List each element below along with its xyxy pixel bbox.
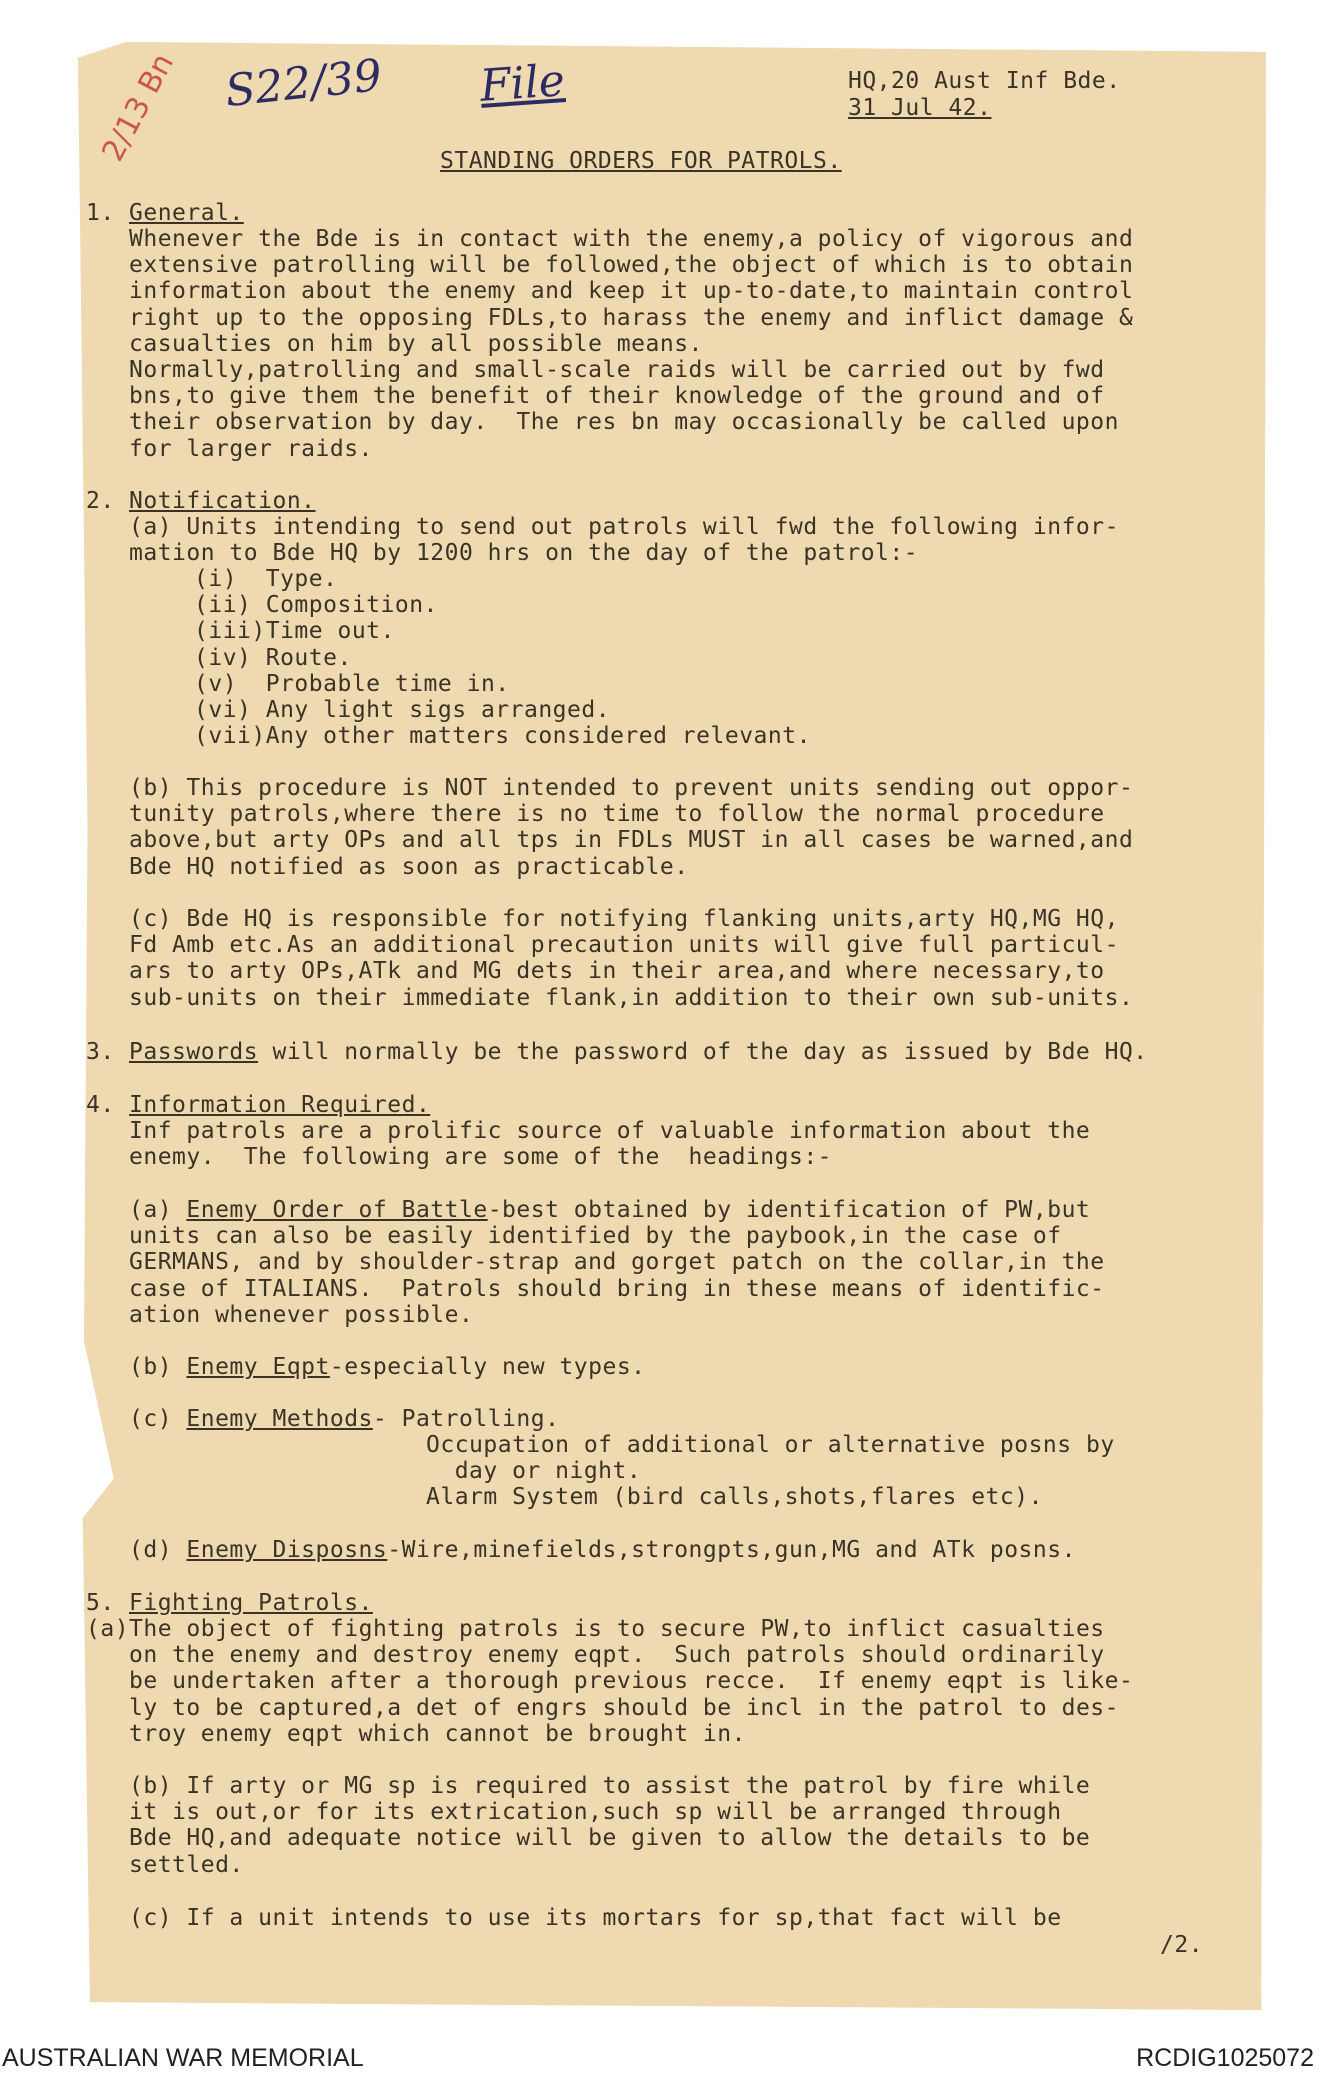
section-4a-heading: Enemy Order of Battle (186, 1197, 488, 1223)
page-title: STANDING ORDERS FOR PATROLS. (440, 148, 842, 174)
section-4d-text: -Wire,minefields,strongpts,gun,MG and ATk posns. (387, 1537, 1076, 1563)
section-2b-body (129, 775, 1133, 880)
section-3-line (129, 1039, 1148, 1065)
text-line: ars to arty OPs,ATk and MG dets in their area,and where necessary,to (129, 958, 1105, 985)
list-item: (iv) Route. (194, 644, 352, 671)
section-4c-first: - Patrolling. (372, 1406, 560, 1432)
text-line: on the enemy and destroy enemy eqpt. Such patrols should ordinarily (86, 1642, 1105, 1669)
list-item: (iii)Time out. (194, 618, 395, 645)
section-1-body (129, 226, 1133, 462)
section-2-heading: Notification. (129, 488, 316, 514)
text-line: Bde HQ,and adequate notice will be given to allow the details to be (129, 1825, 1091, 1852)
text-line: mation to Bde HQ by 1200 hrs on the day of the patrol:- (129, 540, 919, 567)
sub-label: (d) (129, 1537, 187, 1563)
text-line: Fd Amb etc.As an additional precaution units will give full particul- (129, 932, 1119, 959)
sub-label: (b) (129, 1354, 187, 1380)
text-line: be undertaken after a thorough previous recce. If enemy eqpt is like- (86, 1668, 1134, 1695)
section-4d (129, 1537, 1076, 1563)
section-3-number: 3. (86, 1039, 115, 1065)
section-4c (129, 1406, 559, 1432)
header-date: 31 Jul 42. (848, 95, 992, 121)
section-4b (129, 1354, 646, 1380)
text-line: Occupation of additional or alternative posns by (426, 1432, 1115, 1458)
section-2-number: 2. (86, 488, 115, 514)
text-line: (b) This procedure is NOT intended to prevent units sending out oppor- (129, 775, 1134, 801)
text-line: it is out,or for its extrication,such sp will be arranged through (129, 1799, 1062, 1826)
text-line: Alarm System (bird calls,shots,flares etc). (426, 1484, 1043, 1511)
text-line: right up to the opposing FDLs,to harass the enemy and inflict damage & (129, 304, 1134, 331)
section-4-heading: Information Required. (129, 1092, 431, 1118)
text-line: case of ITALIANS. Patrols should bring in these means of identific- (129, 1275, 1105, 1302)
text-line: casualties on him by all possible means. (129, 330, 703, 357)
list-item: (i) Type. (194, 566, 338, 592)
text-line: (a)The object of fighting patrols is to secure PW,to inflict casualties (86, 1616, 1105, 1642)
text-line: Normally,patrolling and small-scale raids will be carried out by fwd (129, 357, 1105, 384)
section-4d-heading: Enemy Disposns (186, 1537, 388, 1563)
red-stamp-mark: 2/13 Bn (95, 47, 182, 168)
section-4-body (129, 1118, 1090, 1170)
section-4b-heading: Enemy Eqpt (186, 1354, 330, 1380)
section-1-heading: General. (129, 200, 244, 226)
text-line: troy enemy eqpt which cannot be brought in. (86, 1720, 746, 1747)
list-item: (vii)Any other matters considered relevant. (194, 723, 811, 750)
text-line: extensive patrolling will be followed,the object of which is to obtain (129, 252, 1134, 279)
text-line: day or night. (426, 1458, 642, 1485)
text-line: sub-units on their immediate flank,in addition to their own sub-units. (129, 984, 1134, 1011)
text-line: tunity patrols,where there is no time to follow the normal procedure (129, 801, 1105, 828)
list-item: (ii) Composition. (194, 592, 438, 619)
section-2c-body (129, 906, 1133, 1011)
section-5b-body (129, 1773, 1090, 1878)
text-line: Bde HQ notified as soon as practicable. (129, 853, 689, 880)
text-line: Inf patrols are a prolific source of valuable information about the (129, 1118, 1091, 1144)
file-note: File (478, 55, 567, 112)
sub-label: (c) (129, 1406, 187, 1432)
text-line: Whenever the Bde is in contact with the enemy,a policy of vigorous and (129, 226, 1134, 252)
text-line: ation whenever possible. (129, 1301, 474, 1328)
section-4a-first-line (129, 1197, 1105, 1223)
text-line: (a) Units intending to send out patrols will fwd the following infor- (129, 514, 1119, 540)
section-3-heading: Passwords (129, 1039, 259, 1065)
text-line: GERMANS, and by shoulder-strap and gorget patch on the collar,in the (129, 1249, 1105, 1276)
list-item: (vi) Any light sigs arranged. (194, 697, 611, 724)
section-2a-body (129, 514, 1119, 566)
page-continuation: /2. (1160, 1932, 1204, 1958)
text-line: above,but arty OPs and all tps in FDLs MUST in all cases be warned,and (129, 827, 1134, 854)
archive-note: S22/39 (222, 49, 385, 118)
section-4c-body (426, 1432, 1115, 1511)
sub-label: (a) (129, 1197, 187, 1223)
section-2-items (194, 566, 811, 749)
text-line: units can also be easily identified by the paybook,in the case of (129, 1223, 1062, 1250)
section-5-number: 5. (86, 1590, 115, 1616)
text-line: enemy. The following are some of the headings:- (129, 1144, 833, 1171)
section-5a-body (86, 1616, 1133, 1747)
section-3-text: will normally be the password of the day as issued by Bde HQ. (258, 1039, 1148, 1065)
section-4a (129, 1197, 1105, 1328)
footer-right: RCDIG1025072 (1136, 2044, 1314, 2072)
text-line: for larger raids. (129, 435, 373, 462)
text-line: (c) Bde HQ is responsible for notifying flanking units,arty HQ,MG HQ, (129, 906, 1119, 932)
section-4-number: 4. (86, 1092, 115, 1118)
header-hq: HQ,20 Aust Inf Bde. (848, 68, 1121, 94)
text-line: ly to be captured,a det of engrs should be incl in the patrol to des- (86, 1694, 1119, 1721)
text-line: (b) If arty or MG sp is required to assist the patrol by fire while (129, 1773, 1091, 1799)
footer-left: AUSTRALIAN WAR MEMORIAL (2, 2044, 364, 2072)
text-line: information about the enemy and keep it up-to-date,to maintain control (129, 278, 1134, 305)
section-4c-heading: Enemy Methods (186, 1406, 373, 1432)
list-item: (v) Probable time in. (194, 670, 510, 697)
text-line: bns,to give them the benefit of their knowledge of the ground and of (129, 383, 1105, 410)
section-5-heading: Fighting Patrols. (129, 1590, 373, 1616)
text-line: settled. (129, 1851, 244, 1878)
text-line: their observation by day. The res bn may occasionally be called upon (129, 409, 1119, 436)
section-5c-line: (c) If a unit intends to use its mortars for sp,that fact will be (129, 1905, 1062, 1931)
section-4b-text: -especially new types. (329, 1354, 646, 1380)
section-4a-first: -best obtained by identification of PW,but (487, 1197, 1091, 1223)
section-1-number: 1. (86, 200, 115, 226)
